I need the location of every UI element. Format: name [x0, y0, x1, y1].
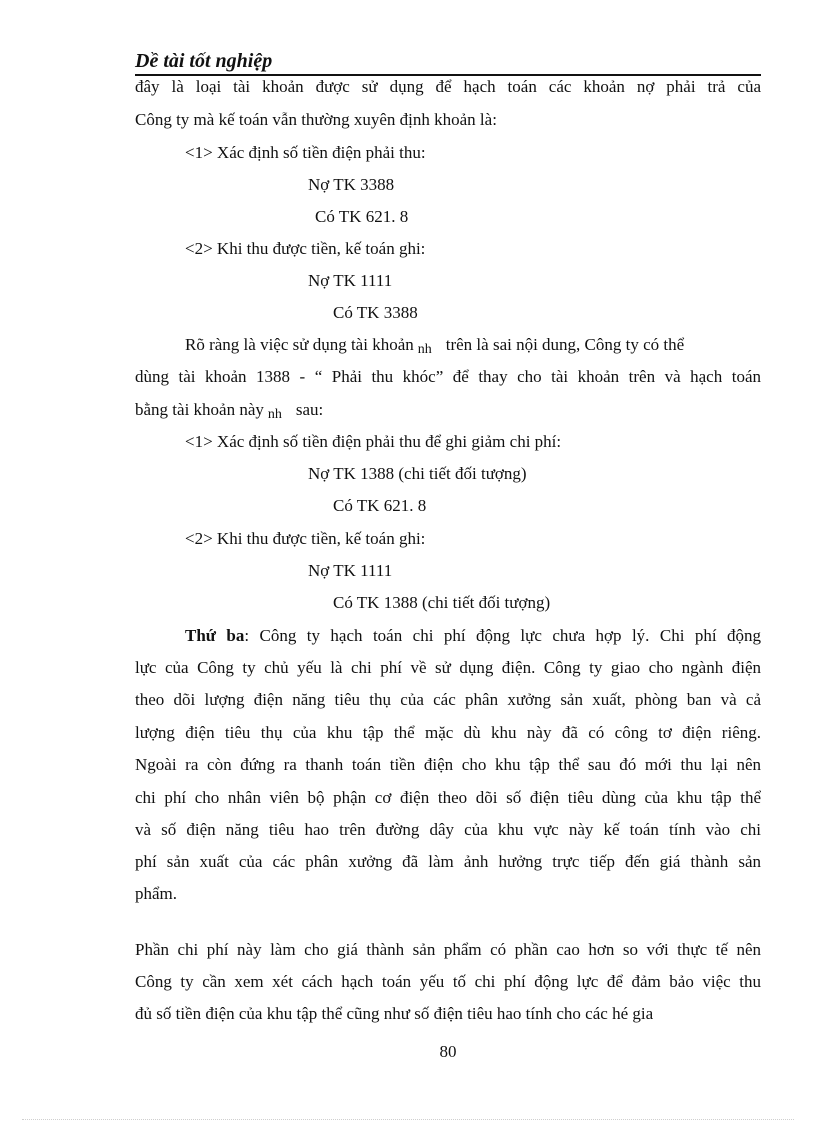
text-line: lực của Công ty chủ yếu là chi phí về sử dụng điện. Công ty giao cho ngành điện: [135, 658, 761, 677]
bold-term: Thứ ba: [185, 626, 245, 645]
text-line: <1> Xác định số tiền điện phải thu:: [185, 143, 426, 162]
text-line: Công ty mà kế toán vẫn thường xuyên định khoản là:: [135, 110, 497, 129]
entry-debit: Nợ TK 1388 (chi tiết đối tượng): [308, 464, 527, 483]
text-line: phẩm.: [135, 884, 178, 903]
text-fragment: Rõ ràng là việc sử dụng tài khoản: [185, 335, 414, 354]
entry-debit: Nợ TK 1111: [308, 271, 393, 290]
text-line: [185, 626, 761, 646]
entry-debit: Nợ TK 1111: [308, 561, 393, 580]
text-line: [135, 400, 761, 425]
text-fragment-small: nh: [267, 407, 282, 422]
text-line: Phần chi phí này làm cho giá thành sản phẩm có phần cao hơn so với thực tế nên: [135, 940, 761, 959]
text-line: lượng điện tiêu thụ của khu tập thể mặc dù khu này đã có công tơ điện riêng.: [135, 723, 761, 742]
entry-credit: Có TK 1388 (chi tiết đối tượng): [333, 593, 551, 612]
text-fragment: : Công ty hạch toán chi phí động lực chưa hợp lý. Chi phí động: [244, 626, 761, 645]
entry-debit: Nợ TK 3388: [308, 175, 395, 194]
text-line: Ngoài ra còn đứng ra thanh toán tiền điện cho khu tập thể sau đó mới thu lại nên: [135, 755, 761, 774]
entry-credit: Có TK 621. 8: [315, 207, 409, 226]
text-fragment: trên là sai nội dung, Công ty có thể: [445, 335, 685, 354]
text-line: <1> Xác định số tiền điện phải thu để ghi giảm chi phí:: [185, 432, 562, 451]
text-line: <2> Khi thu được tiền, kế toán ghi:: [185, 239, 426, 258]
entry-credit: Có TK 3388: [333, 303, 418, 322]
text-line: đây là loại tài khoản được sử dụng để hạch toán các khoản nợ phải trả của: [135, 77, 761, 96]
text-line: theo dõi lượng điện năng tiêu thụ của các phân xưởng sản xuất, phòng ban và cả: [135, 690, 761, 709]
text-fragment-small: nh: [417, 342, 432, 357]
text-line: [185, 335, 761, 360]
text-line: và số điện năng tiêu hao trên đường dây của khu vực này kế toán tính vào chi: [135, 820, 761, 839]
text-fragment: sau:: [295, 400, 324, 419]
text-line: đủ số tiền điện của khu tập thể cũng như số điện tiêu hao tính cho các hé gia: [135, 1004, 654, 1023]
text-line: <2> Khi thu được tiền, kế toán ghi:: [185, 529, 426, 548]
text-line: phí sản xuất của các phân xưởng đã làm ảnh hưởng trực tiếp đến giá thành sản: [135, 852, 761, 871]
text-line: Công ty cần xem xét cách hạch toán yếu tố chi phí động lực để đảm bảo việc thu: [135, 972, 761, 991]
page-bottom-divider: [22, 1119, 794, 1120]
header-title: Dề tài tốt nghiệp: [135, 50, 273, 72]
text-fragment: bằng tài khoản này: [135, 400, 264, 419]
page-number: 80: [439, 1042, 457, 1061]
page-header: [135, 48, 761, 76]
text-line: chi phí cho nhân viên bộ phận cơ điện theo dõi số điện tiêu dùng của khu tập thể: [135, 788, 761, 807]
entry-credit: Có TK 621. 8: [333, 496, 427, 515]
text-line: dùng tài khoản 1388 - “ Phải thu khóc” để thay cho tài khoản trên và hạch toán: [135, 367, 761, 386]
